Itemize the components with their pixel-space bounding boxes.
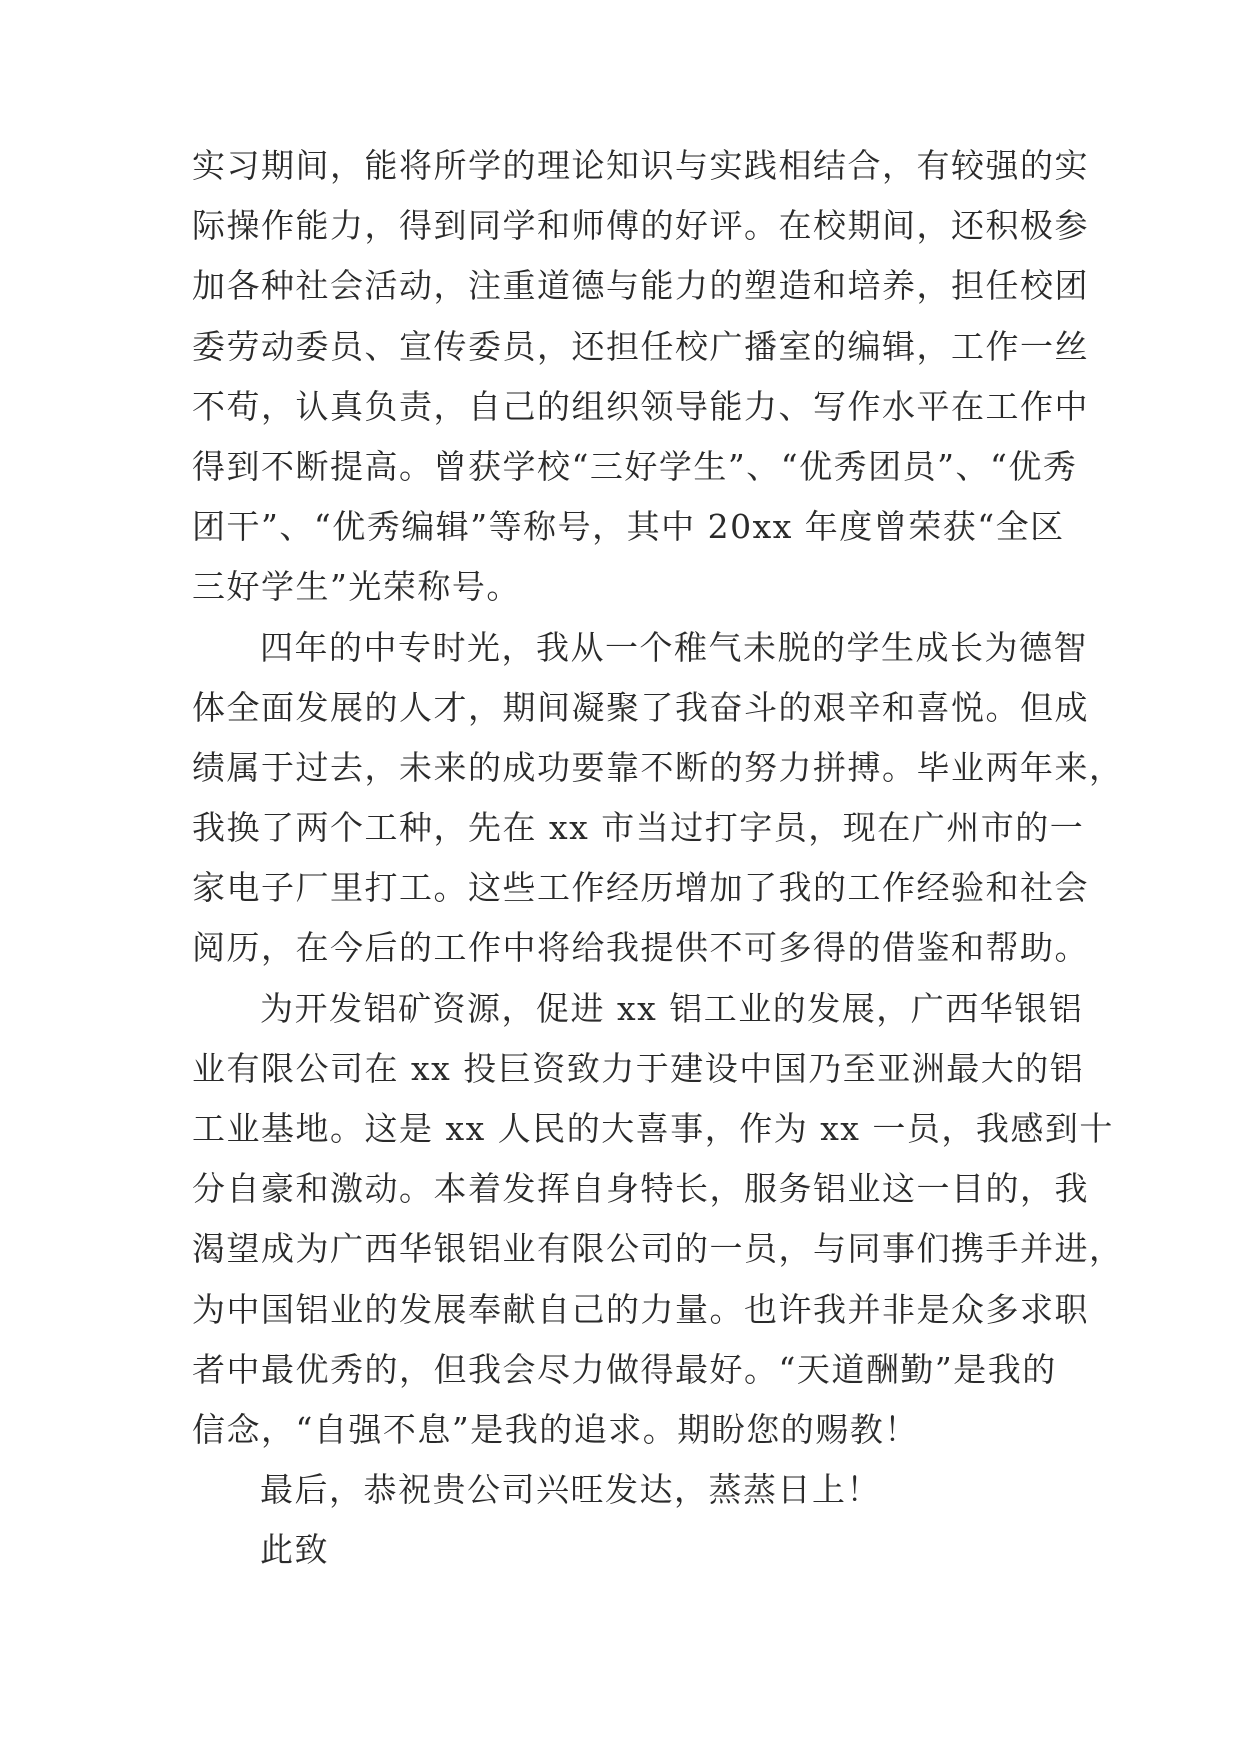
text-line: 为开发铝矿资源，促进 xx 铝工业的发展，广西华银铝 <box>260 988 1084 1028</box>
text-line: 四年的中专时光，我从一个稚气未脱的学生成长为德智 <box>260 627 1088 667</box>
text-line: 者中最优秀的，但我会尽力做得最好。“天道酬勤”是我的 <box>192 1349 1057 1389</box>
text-line: 此致 <box>260 1530 329 1570</box>
text-line: 团干”、“优秀编辑”等称号，其中 20xx 年度曾荣获“全区 <box>192 507 1065 547</box>
text-line: 际操作能力，得到同学和师傅的好评。在校期间，还积极参 <box>192 206 1089 246</box>
paragraph-salutation <box>192 1520 1062 1580</box>
text-line: 信念，“自强不息”是我的追求。期盼您的赐教！ <box>192 1409 919 1449</box>
paragraph-closing-wish <box>192 1460 1062 1520</box>
text-line: 渴望成为广西华银铝业有限公司的一员，与同事们携手并进， <box>192 1229 1124 1269</box>
text-line: 加各种社会活动，注重道德与能力的塑造和培养，担任校团 <box>192 266 1089 306</box>
paragraph-work-experience <box>192 618 1124 979</box>
paragraph-motivation <box>192 979 1124 1461</box>
paragraph-school-achievements <box>192 136 1089 618</box>
text-line: 体全面发展的人才，期间凝聚了我奋斗的艰辛和喜悦。但成 <box>192 687 1089 727</box>
text-line: 为中国铝业的发展奉献自己的力量。也许我并非是众多求职 <box>192 1289 1089 1329</box>
text-line: 绩属于过去，未来的成功要靠不断的努力拼搏。毕业两年来， <box>192 747 1124 787</box>
text-line: 不苟，认真负责，自己的组织领导能力、写作水平在工作中 <box>192 386 1089 426</box>
text-line: 业有限公司在 xx 投巨资致力于建设中国乃至亚洲最大的铝 <box>192 1048 1085 1088</box>
letter-body <box>192 136 1124 1581</box>
text-line: 委劳动委员、宣传委员，还担任校广播室的编辑，工作一丝 <box>192 326 1089 366</box>
text-line: 三好学生”光荣称号。 <box>192 567 521 607</box>
text-line: 得到不断提高。曾获学校“三好学生”、“优秀团员”、“优秀 <box>192 446 1078 486</box>
text-line: 最后，恭祝贵公司兴旺发达，蒸蒸日上！ <box>260 1470 881 1510</box>
text-line: 实习期间，能将所学的理论知识与实践相结合，有较强的实 <box>192 146 1089 185</box>
text-line: 分自豪和激动。本着发挥自身特长，服务铝业这一目的，我 <box>192 1169 1089 1209</box>
text-line: 我换了两个工种，先在 xx 市当过打字员，现在广州市的一 <box>192 808 1085 848</box>
text-line: 阅历，在今后的工作中将给我提供不可多得的借鉴和帮助。 <box>192 928 1089 968</box>
text-line: 家电子厂里打工。这些工作经历增加了我的工作经验和社会 <box>192 868 1089 908</box>
text-line: 工业基地。这是 xx 人民的大喜事，作为 xx 一员，我感到十 <box>192 1109 1114 1148</box>
